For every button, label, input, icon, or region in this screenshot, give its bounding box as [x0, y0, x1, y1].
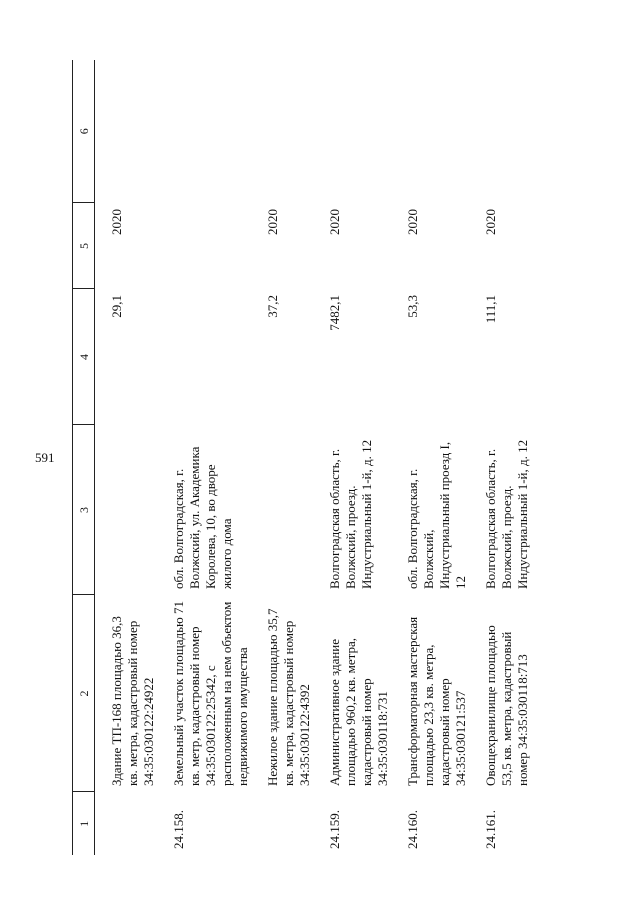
header-cell: 5 [73, 203, 95, 289]
object-year [171, 203, 251, 289]
object-name: Административное здание площадью 960,2 кв. метра, кадастровый номер 34:35:030118:731 [327, 637, 390, 786]
row-number: 24.161. [483, 810, 498, 849]
object-year: 2020 [405, 209, 420, 235]
object-year: 2020 [265, 209, 280, 235]
object-extra [109, 60, 157, 203]
object-address: Волгоградская область, г. Волжский, проезд. Индустриальный 1-й, д. 12 [483, 439, 530, 589]
object-address: обл. Волгоградская, г. Волжский, Индустриальный проезд I, 12 [405, 441, 468, 589]
row-number [265, 792, 313, 855]
object-name: Здание ТП-168 площадью 36,3 кв. метра, кадастровый номер 34:35:030122:24922 [109, 616, 156, 786]
object-address [109, 425, 157, 595]
object-name: Нежилое здание площадью 35,7 кв. метра, кадастровый номер 34:35:030122:4392 [265, 608, 312, 786]
object-name: Трансформаторная мастерская площадью 23,3 кв. метра, кадастровый номер 34:35:030121:537 [405, 616, 468, 786]
header-cell: 6 [73, 60, 95, 203]
object-area: 37,2 [265, 295, 280, 318]
object-extra [405, 60, 469, 203]
header-cell: 4 [73, 289, 95, 425]
object-extra [483, 60, 531, 203]
row-number [109, 792, 157, 855]
row-number: 24.159. [327, 810, 342, 849]
object-area: 7482,1 [327, 295, 342, 331]
rotated-page [72, 60, 640, 855]
object-address: Волгоградская область, г. Волжский, проезд. Индустриальный 1-й, д. 12 [327, 439, 374, 589]
row-number: 24.158. [171, 810, 186, 849]
object-year: 2020 [327, 209, 342, 235]
registry-table [72, 60, 531, 855]
object-address [265, 425, 313, 595]
object-area: 53,3 [405, 295, 420, 318]
table-row [109, 60, 157, 855]
object-area [171, 289, 251, 425]
object-name: Земельный участок площадью 71 кв. метр, кадастровый номер 34:35:030122:25342, с расположенным на нем объектом недвижимого имущества [171, 601, 250, 786]
table-row [483, 60, 531, 855]
page-number: 591 [35, 450, 55, 465]
table-row [171, 60, 251, 855]
header-row [73, 60, 95, 855]
object-year: 2020 [109, 209, 124, 235]
header-cell: 2 [73, 595, 95, 792]
object-extra [327, 60, 391, 203]
table-row [327, 60, 391, 855]
header-cell: 3 [73, 425, 95, 595]
object-area: 29,1 [109, 295, 124, 318]
object-year: 2020 [483, 209, 498, 235]
object-name: Овощехранилище площадью 53,5 кв. метра, кадастровый номер 34:35:030118:713 [483, 625, 530, 786]
row-number: 24.160. [405, 810, 420, 849]
object-extra [171, 60, 251, 203]
table-row [265, 60, 313, 855]
table-row [405, 60, 469, 855]
header-cell: 1 [73, 792, 95, 855]
object-area: 111,1 [483, 295, 498, 324]
object-address: обл. Волгоградская, г. Волжский, ул. Академика Королева, 10, во дворе жилого дома [171, 446, 234, 589]
object-extra [265, 60, 313, 203]
